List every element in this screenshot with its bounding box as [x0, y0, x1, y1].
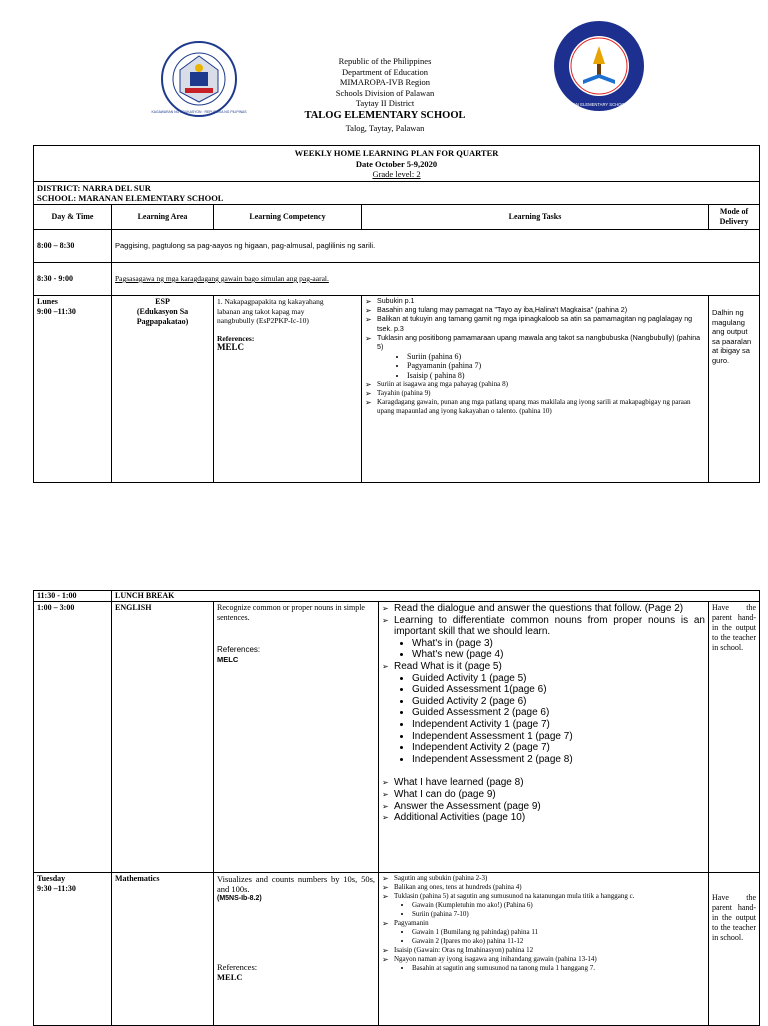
letterhead-line: Taytay II District	[355, 98, 415, 108]
lunch-label: LUNCH BREAK	[112, 591, 760, 602]
mode-cell: Have the parent hand-in the output to the teacher in school.	[709, 602, 760, 873]
list-item: ➢ Subukin p.1	[377, 297, 705, 306]
plan-title-row	[34, 146, 760, 182]
time-cell: 8:30 - 9:00	[34, 263, 112, 296]
time-cell	[34, 296, 112, 483]
learning-plan-table	[33, 145, 760, 483]
list-item: ➢ Tuklasin ang positibong pamamaraan upang mawala ang takot sa nangbubuska (Nangbubully) (pahina 5)	[377, 334, 705, 352]
list-item: • Independent Assessment 2 (page 8)	[412, 754, 705, 766]
list-item: ➢ Basahin ang tulang may pamagat na "Tayo ay iba,Halina't Magkaisa" (pahina 2)	[377, 306, 705, 315]
time-cell: 8:00 – 8:30	[34, 230, 112, 263]
competency-text: 1. Nakapagpapakita ng kakayahang labanan ang takot kapag may nangbubully (EsP2PKP-Ic-10)	[217, 297, 324, 326]
list-item: • Isaisip ( pahina 8)	[407, 371, 705, 380]
list-item: • What's in (page 3)	[412, 638, 705, 650]
letterhead-line: MIMAROPA-IVB Region	[339, 77, 431, 87]
list-item: • Suriin (pahina 7-10)	[412, 910, 705, 919]
list-item: • Gawain 2 (Ipares mo ako) pahina 11-12	[412, 937, 705, 946]
time-label: 9:00 –11:30	[37, 307, 76, 316]
competency-cell	[214, 873, 379, 1026]
learning-area-cell	[112, 296, 214, 483]
list-item: ➢ Tuklasin (pahina 5) at sagutin ang sumusunod na katanungan mula titik a hanggang c.	[394, 892, 705, 901]
column-header-row	[34, 205, 760, 230]
lunch-row	[34, 591, 760, 602]
col-day-time: Day & Time	[34, 205, 112, 230]
mode-cell: Have the parent hand-in the output to the teacher in school.	[709, 873, 760, 1026]
list-item: ➢ Suriin at isagawa ang mga pahayag (pahina 8)	[377, 380, 705, 389]
list-item: • Gawain (Kumpletuhin mo ako!) (Pahina 6)	[412, 901, 705, 910]
list-item: ➢ Pagyamanin	[394, 919, 705, 928]
grade-level: Grade level: 2	[372, 169, 421, 179]
list-item: ➢ What I can do (page 9)	[394, 789, 705, 801]
list-item: ➢ Answer the Assessment (page 9)	[394, 801, 705, 813]
deped-seal-icon	[151, 40, 247, 118]
plan-title: WEEKLY HOME LEARNING PLAN FOR QUARTER	[294, 148, 499, 158]
list-item: ➢ Balikan ang ones, tens at hundreds (pahina 4)	[394, 883, 705, 892]
school-address: Talog, Taytay, Palawan	[345, 122, 425, 133]
tasks-cell	[379, 873, 709, 1026]
list-item: ➢ Read the dialogue and answer the questions that follow. (Page 2)	[394, 603, 705, 615]
learning-area-cell: Mathematics	[112, 873, 214, 1026]
list-item: ➢ Read What is it (page 5)	[394, 661, 705, 673]
time-cell: 1:00 – 3:00	[34, 602, 112, 873]
references-value: MELC	[217, 655, 239, 664]
list-item: • What's new (page 4)	[412, 649, 705, 661]
letterhead-line: Schools Division of Palawan	[335, 87, 435, 98]
learning-area-cell: ENGLISH	[112, 602, 214, 873]
tasks-cell	[379, 602, 709, 873]
plan-date: Date October 5-9,2020	[355, 158, 438, 169]
list-item: ➢ Learning to differentiate common nouns from proper nouns is an important skill that we should learn.	[394, 615, 705, 638]
district-row	[34, 182, 760, 205]
list-item: • Basahin at sagutin ang sumusunod na tanong mula 1 hanggang 7.	[412, 964, 705, 973]
competency-text: Recognize common or proper nouns in simple sentences.	[217, 603, 365, 622]
list-item: ➢ Isaisip (Gawain: Oras ng Imahinasyon) pahina 12	[394, 946, 705, 955]
day-label: Lunes	[37, 297, 58, 306]
table-row	[34, 230, 760, 263]
col-learning-tasks: Learning Tasks	[362, 205, 709, 230]
competency-text: Visualizes and counts numbers by 10s, 50s, and 100s.	[217, 874, 375, 894]
col-learning-competency: Learning Competency	[214, 205, 362, 230]
letterhead	[240, 56, 530, 133]
competency-cell	[214, 296, 362, 483]
list-item: • Guided Assessment 2 (page 6)	[412, 707, 705, 719]
list-item: ➢ Sagutin ang subukin (pahina 2-3)	[394, 874, 705, 883]
table-row	[34, 263, 760, 296]
area-label: ESP	[155, 297, 170, 306]
list-item: ➢ Ngayon naman ay iyong isagawa ang inihandang gawain (pahina 13-14)	[394, 955, 705, 964]
deped-seal-text: KAGAWARAN NG EDUKASYON · REPUBLIKA NG PILIPINAS	[151, 110, 247, 114]
district-label: DISTRICT: NARRA DEL SUR	[37, 183, 151, 193]
references-label: References:	[217, 645, 261, 654]
task-cell: Paggising, pagtulong sa pag-aayos ng higaan, pag-almusal, paglilinis ng sarili.	[112, 230, 760, 263]
list-item: ➢ Tayahin (pahina 9)	[377, 389, 705, 398]
list-item: • Suriin (pahina 6)	[407, 352, 705, 361]
time-label: 9:30 –11:30	[37, 884, 76, 893]
time-cell: 11:30 - 1:00	[34, 591, 112, 602]
list-item: ➢ What I have learned (page 8)	[394, 777, 705, 789]
table-row	[34, 296, 760, 483]
competency-code: (M5NS-Ib-8.2)	[217, 895, 262, 902]
school-name: TALOG ELEMENTARY SCHOOL	[304, 109, 466, 121]
list-item: • Gawain 1 (Bumilang ng pahindag) pahina 11	[412, 928, 705, 937]
school-seal-text: MARANAN ELEMENTARY SCHOOL · 1970	[558, 102, 640, 107]
list-item: ➢ Additional Activities (page 10)	[394, 812, 705, 824]
competency-cell	[214, 602, 379, 873]
list-item: • Guided Activity 1 (page 5)	[412, 673, 705, 685]
list-item: • Independent Assessment 1 (page 7)	[412, 731, 705, 743]
list-item: • Guided Activity 2 (page 6)	[412, 696, 705, 708]
list-item: • Independent Activity 2 (page 7)	[412, 742, 705, 754]
table-row	[34, 873, 760, 1026]
col-learning-area: Learning Area	[112, 205, 214, 230]
references-value: MELC	[217, 342, 244, 353]
school-label: SCHOOL: MARANAN ELEMENTARY SCHOOL	[37, 193, 224, 203]
area-sub-label: (Edukasyon Sa Pagpapakatao)	[136, 307, 189, 326]
task-cell: Pagsasagawa ng mga karagdagang gawain bago simulan ang pag-aaral.	[112, 263, 760, 296]
letterhead-line: Department of Education	[342, 66, 428, 77]
list-item: ➢ Balikan at tukuyin ang tamang gamit ng mga ipinagkaloob sa atin sa pamamagitan ng paglalagay ng tsek. p.3	[377, 315, 705, 333]
references-label: References:	[217, 333, 255, 343]
table-row	[34, 602, 760, 873]
list-item: • Pagyamanin (pahina 7)	[407, 361, 705, 370]
list-item: • Independent Activity 1 (page 7)	[412, 719, 705, 731]
references-label: References:	[217, 962, 258, 972]
mode-cell: Dalhin ng magulang ang output sa paaralan at ibigay sa guro.	[709, 296, 760, 483]
list-item: ➢ Karagdagang gawain, punan ang mga patlang upang mas makilala ang iyong sarili at makapagbigay ng paraan upang mapaunlad ang iyong kakayahan o talento. (pahina 10)	[377, 398, 705, 416]
day-label: Tuesday	[37, 874, 66, 883]
letterhead-line: Republic of the Philippines	[338, 56, 432, 66]
list-item: • Guided Assessment 1(page 6)	[412, 684, 705, 696]
school-seal-icon	[553, 20, 645, 112]
time-cell	[34, 873, 112, 1026]
tasks-cell	[362, 296, 709, 483]
references-value: MELC	[217, 972, 243, 982]
col-mode-of-delivery: Mode of Delivery	[709, 205, 760, 230]
learning-plan-table-continued	[33, 590, 760, 1026]
